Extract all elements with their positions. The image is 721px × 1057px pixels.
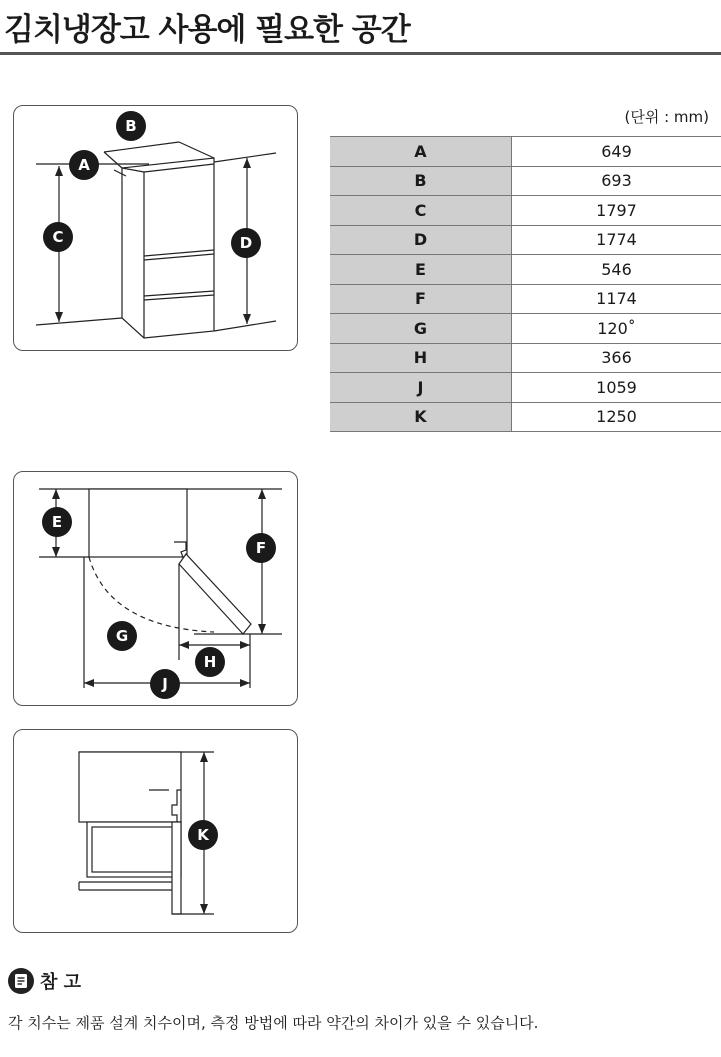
note-heading-label: 참 고 — [40, 972, 82, 993]
marker-h-text: H — [203, 653, 217, 671]
note-icon — [8, 968, 34, 994]
note-heading — [8, 968, 81, 994]
marker-d-text: D — [239, 234, 253, 252]
table-row: H 366 — [330, 343, 721, 373]
table-row: K 1250 — [330, 402, 721, 432]
table-row: G 120˚ — [330, 314, 721, 344]
marker-c-text: C — [52, 228, 64, 246]
table-row: A 649 — [330, 137, 721, 167]
table-row: C 1797 — [330, 196, 721, 226]
marker-a-text: A — [78, 156, 90, 174]
page-title: 김치냉장고 사용에 필요한 공간 — [4, 12, 410, 48]
marker-f-text: F — [255, 539, 267, 557]
marker-j-text: J — [162, 675, 168, 693]
table-row: F 1174 — [330, 284, 721, 314]
marker-e-text: E — [51, 513, 63, 531]
table-row: D 1774 — [330, 225, 721, 255]
table-row: J 1059 — [330, 373, 721, 403]
unit-label: (단위 : mm) — [624, 108, 709, 126]
note-text: 각 치수는 제품 설계 치수이며, 측정 방법에 따라 약간의 차이가 있을 수 있습니다. — [8, 1014, 539, 1032]
table-row: B 693 — [330, 166, 721, 196]
table-row: E 546 — [330, 255, 721, 285]
marker-g-text: G — [115, 627, 129, 645]
marker-k-text: K — [197, 826, 209, 844]
marker-b-text: B — [125, 117, 137, 135]
